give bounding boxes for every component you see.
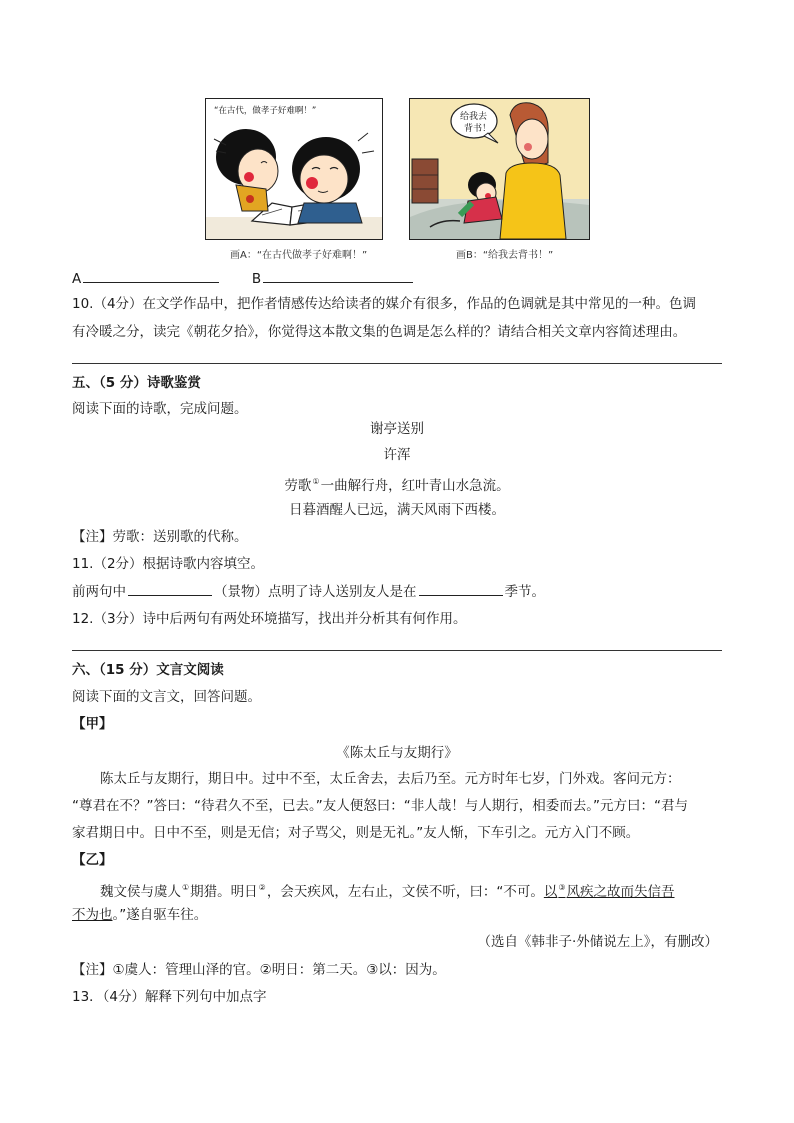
section-5-heading: 五、（5 分）诗歌鉴赏	[72, 375, 201, 391]
answer-a-label: A	[72, 271, 82, 287]
section-6-heading: 六、（15 分）文言文阅读	[72, 662, 224, 678]
comic-b-bubble-line1: 给我去	[460, 112, 488, 122]
passage-jia-line2: “尊君在不？”答曰：“待君久不至，已去。”友人便怒曰：“非人哉！与人期行，相委而去。”元方曰：“君与	[72, 798, 688, 814]
answer-b-blank[interactable]	[263, 268, 413, 283]
passage-yi-label: 【乙】	[72, 852, 113, 868]
comic-b	[409, 98, 590, 240]
passage-jia-line3: 家君期日中。日中不至，则是无信；对子骂父，则是无礼。”友人惭，下车引之。元方入门不顾。	[72, 825, 640, 841]
question-13: 13．（4分）解释下列句中加点字	[72, 989, 267, 1005]
section-6-intro: 阅读下面的文言文，回答问题。	[72, 689, 261, 705]
question-10-line2: 有冷暖之分，读完《朝花夕拾》，你觉得这本散文集的色调是怎么样的？请结合相关文章内容简述理由。	[72, 324, 687, 340]
poem-author: 许浑	[383, 447, 411, 463]
passage-jia-line1: 陈太丘与友期行，期日中。过中不至，太丘舍去，去后乃至。元方时年七岁，门外戏。客问元方：	[100, 771, 681, 787]
passage-jia-label: 【甲】	[72, 716, 113, 732]
comic-a-caption: 画A：“在古代做孝子好难啊！”	[230, 250, 368, 261]
underlined-sentence-end: 不为也	[72, 907, 113, 923]
passage-yi-line2: 不为也。”遂自驱车往。	[72, 907, 208, 923]
comic-b-illustration	[410, 99, 589, 239]
footnote-marker: ①	[312, 477, 320, 486]
question-11-fill: 前两句中 （景物）点明了诗人送别友人是在 季节。	[72, 581, 545, 602]
section-5-intro: 阅读下面的诗歌，完成问题。	[72, 401, 248, 417]
comic-a	[205, 98, 383, 240]
passage-jia-title: 《陈太丘与友期行》	[336, 745, 458, 761]
passage-yi-source: （选自《韩非子·外储说左上》，有删改）	[477, 934, 718, 950]
comic-b-caption: 画B：“给我去背书！”	[456, 250, 554, 261]
passage-yi-line1: 魏文侯与虞人①期猎。明日②，会天疾风，左右止，文侯不听，曰：“不可。以③风疾之故而失信吾	[100, 883, 675, 900]
poem-title: 谢亭送别	[370, 421, 424, 437]
poem-line-1: 劳歌①一曲解行舟，红叶青山水急流。	[284, 477, 510, 494]
question-11: 11.（2分）根据诗歌内容填空。	[72, 556, 265, 572]
answer-rule-q10[interactable]	[72, 363, 722, 364]
comic-a-illustration	[206, 99, 382, 239]
q11-blank-scene[interactable]	[128, 581, 212, 596]
poem-line-2: 日暮酒醒人已远，满天风雨下西楼。	[289, 502, 505, 518]
answer-rule-q12[interactable]	[72, 650, 722, 651]
q11-blank-season[interactable]	[419, 581, 503, 596]
answer-a-blank[interactable]	[83, 268, 219, 283]
question-10-line1: 10.（4分）在文学作品中，把作者情感传达给读者的媒介有很多，作品的色调就是其中常见的一种。色调	[72, 296, 697, 312]
question-12: 12.（3分）诗中后两句有两处环境描写，找出并分析其有何作用。	[72, 611, 467, 627]
comic-b-bubble-line2: 背书！	[464, 124, 492, 134]
passage-yi-note: 【注】①虞人：管理山泽的官。②明日：第二天。③以：因为。	[72, 962, 446, 978]
poem-note: 【注】劳歌：送别歌的代称。	[72, 529, 248, 545]
underlined-sentence: 以③风疾之故而失信吾	[543, 883, 675, 900]
answer-b-label: B	[251, 271, 262, 287]
comic-answer-line	[72, 268, 415, 289]
comic-a-bubble: “在古代，做孝子好难啊！”	[214, 106, 317, 116]
